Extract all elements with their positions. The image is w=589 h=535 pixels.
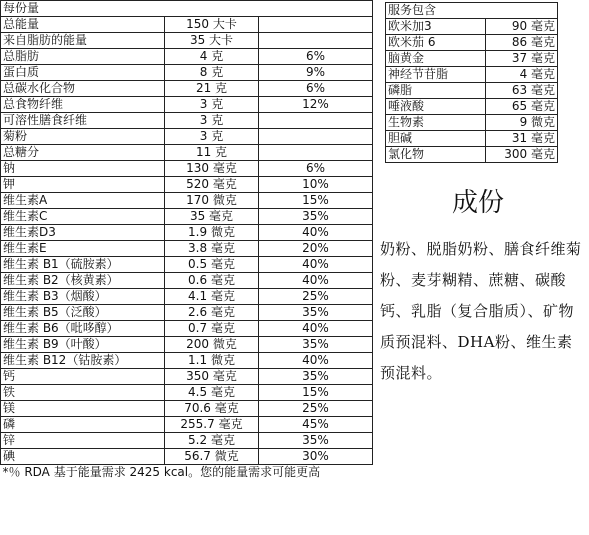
nutrient-daily-value: 9% [259, 65, 373, 81]
nutrient-name: 维生素C [1, 209, 165, 225]
nutrient-amount: 21 克 [165, 81, 259, 97]
nutrient-amount: 11 克 [165, 145, 259, 161]
nutrient-name: 维生素 B9（叶酸） [1, 337, 165, 353]
nutrient-daily-value: 35% [259, 337, 373, 353]
nutrition-row [1, 385, 373, 401]
nutrient-daily-value: 40% [259, 257, 373, 273]
nutrition-row [1, 417, 373, 433]
nutrient-name: 锌 [1, 433, 165, 449]
nutrition-row [1, 97, 373, 113]
nutrient-name: 菊粉 [1, 129, 165, 145]
nutrient-daily-value: 6% [259, 81, 373, 97]
service-item-name: 胆碱 [386, 131, 486, 147]
nutrient-name: 总碳水化合物 [1, 81, 165, 97]
nutrition-row [1, 241, 373, 257]
nutrition-row [1, 129, 373, 145]
nutrient-name: 蛋白质 [1, 65, 165, 81]
nutrient-amount: 130 毫克 [165, 161, 259, 177]
nutrition-row [1, 353, 373, 369]
service-item-amount: 86 毫克 [486, 35, 558, 51]
nutrient-daily-value: 30% [259, 449, 373, 465]
nutrition-row [1, 209, 373, 225]
nutrient-amount: 3 克 [165, 113, 259, 129]
nutrient-amount: 3 克 [165, 97, 259, 113]
nutrition-row [1, 449, 373, 465]
nutrient-daily-value: 12% [259, 97, 373, 113]
nutrient-name: 总能量 [1, 17, 165, 33]
service-item-amount: 63 毫克 [486, 83, 558, 99]
nutrient-name: 可溶性膳食纤维 [1, 113, 165, 129]
nutrient-amount: 150 大卡 [165, 17, 259, 33]
nutrition-row [1, 337, 373, 353]
service-item-name: 磷脂 [386, 83, 486, 99]
nutrient-amount: 4.1 毫克 [165, 289, 259, 305]
services-row [386, 99, 558, 115]
nutrient-amount: 4 克 [165, 49, 259, 65]
nutrient-daily-value: 6% [259, 161, 373, 177]
nutrient-amount: 35 大卡 [165, 33, 259, 49]
serving-size-header: 每份量 [1, 1, 373, 17]
nutrition-row [1, 321, 373, 337]
nutrient-amount: 0.7 毫克 [165, 321, 259, 337]
service-item-amount: 65 毫克 [486, 99, 558, 115]
nutrition-row [1, 193, 373, 209]
nutrient-amount: 8 克 [165, 65, 259, 81]
service-item-amount: 37 毫克 [486, 51, 558, 67]
nutrition-row [1, 257, 373, 273]
ingredients-title: 成份 [452, 188, 505, 218]
nutrient-daily-value [259, 113, 373, 129]
nutrient-daily-value: 35% [259, 433, 373, 449]
nutrient-daily-value: 35% [259, 369, 373, 385]
nutrient-name: 维生素 B3（烟酸） [1, 289, 165, 305]
nutrient-daily-value: 40% [259, 321, 373, 337]
services-row [386, 83, 558, 99]
nutrient-amount: 255.7 毫克 [165, 417, 259, 433]
services-row [386, 35, 558, 51]
nutrition-header-row [1, 1, 373, 17]
serving-contains-header: 服务包含 [386, 3, 558, 19]
nutrient-name: 碘 [1, 449, 165, 465]
nutrient-daily-value: 10% [259, 177, 373, 193]
nutrient-amount: 200 微克 [165, 337, 259, 353]
nutrient-daily-value: 15% [259, 193, 373, 209]
services-row [386, 115, 558, 131]
nutrition-row [1, 65, 373, 81]
service-item-name: 氯化物 [386, 147, 486, 163]
nutrient-amount: 5.2 毫克 [165, 433, 259, 449]
nutrition-row [1, 161, 373, 177]
nutrient-amount: 1.1 微克 [165, 353, 259, 369]
nutrition-row [1, 49, 373, 65]
nutrient-amount: 56.7 微克 [165, 449, 259, 465]
nutrient-name: 铁 [1, 385, 165, 401]
rda-footnote: *％ RDA 基于能量需求 2425 kcal。您的能量需求可能更高 [2, 465, 321, 479]
nutrient-name: 维生素E [1, 241, 165, 257]
nutrient-daily-value: 20% [259, 241, 373, 257]
nutrient-name: 钙 [1, 369, 165, 385]
nutrient-daily-value: 40% [259, 273, 373, 289]
nutrient-name: 维生素 B6（吡哆醇） [1, 321, 165, 337]
nutrient-daily-value [259, 33, 373, 49]
nutrient-amount: 520 毫克 [165, 177, 259, 193]
services-header-row [386, 3, 558, 19]
nutrient-name: 钠 [1, 161, 165, 177]
nutrient-name: 钾 [1, 177, 165, 193]
nutrient-amount: 1.9 微克 [165, 225, 259, 241]
nutrient-amount: 4.5 毫克 [165, 385, 259, 401]
nutrient-amount: 170 微克 [165, 193, 259, 209]
nutrient-amount: 0.6 毫克 [165, 273, 259, 289]
nutrient-daily-value [259, 145, 373, 161]
service-item-amount: 300 毫克 [486, 147, 558, 163]
service-item-name: 欧米加3 [386, 19, 486, 35]
nutrient-amount: 3.8 毫克 [165, 241, 259, 257]
service-item-name: 欧米茄 6 [386, 35, 486, 51]
service-item-name: 神经节苷脂 [386, 67, 486, 83]
services-row [386, 51, 558, 67]
nutrient-amount: 0.5 毫克 [165, 257, 259, 273]
nutrition-row [1, 305, 373, 321]
nutrient-name: 磷 [1, 417, 165, 433]
services-row [386, 67, 558, 83]
nutrient-name: 维生素D3 [1, 225, 165, 241]
nutrient-name: 总食物纤维 [1, 97, 165, 113]
service-item-amount: 9 微克 [486, 115, 558, 131]
nutrient-name: 维生素 B2（核黄素） [1, 273, 165, 289]
nutrient-amount: 70.6 毫克 [165, 401, 259, 417]
nutrient-daily-value: 45% [259, 417, 373, 433]
nutrient-name: 总糖分 [1, 145, 165, 161]
ingredients-text: 奶粉、脱脂奶粉、膳食纤维菊粉、麦芽糊精、蔗糖、碳酸钙、乳脂（复合脂质）、矿物质预混料、DHA粉、维生素预混料。 [380, 240, 582, 382]
nutrition-row [1, 81, 373, 97]
service-item-amount: 4 毫克 [486, 67, 558, 83]
nutrient-amount: 2.6 毫克 [165, 305, 259, 321]
nutrient-name: 维生素A [1, 193, 165, 209]
nutrition-row [1, 433, 373, 449]
nutrition-row [1, 177, 373, 193]
service-item-amount: 90 毫克 [486, 19, 558, 35]
nutrient-amount: 350 毫克 [165, 369, 259, 385]
footnote-row [1, 465, 373, 481]
nutrient-daily-value: 35% [259, 305, 373, 321]
nutrition-row [1, 273, 373, 289]
nutrient-daily-value: 35% [259, 209, 373, 225]
nutrition-row [1, 369, 373, 385]
nutrient-daily-value [259, 17, 373, 33]
nutrient-daily-value: 40% [259, 353, 373, 369]
nutrition-row [1, 33, 373, 49]
nutrient-name: 总脂肪 [1, 49, 165, 65]
nutrient-daily-value [259, 129, 373, 145]
nutrient-amount: 35 毫克 [165, 209, 259, 225]
nutrition-row [1, 225, 373, 241]
nutrient-name: 维生素 B5（泛酸） [1, 305, 165, 321]
nutrient-name: 镁 [1, 401, 165, 417]
nutrition-row [1, 289, 373, 305]
nutrient-daily-value: 6% [259, 49, 373, 65]
nutrition-row [1, 113, 373, 129]
nutrient-daily-value: 40% [259, 225, 373, 241]
nutrition-row [1, 145, 373, 161]
service-item-name: 唾液酸 [386, 99, 486, 115]
nutrient-daily-value: 15% [259, 385, 373, 401]
nutrition-row [1, 401, 373, 417]
serving-contains-table [385, 2, 558, 163]
services-row [386, 131, 558, 147]
nutrient-daily-value: 25% [259, 401, 373, 417]
nutrient-name: 维生素 B12（钴胺素） [1, 353, 165, 369]
nutrition-row [1, 17, 373, 33]
services-row [386, 147, 558, 163]
nutrient-name: 来自脂肪的能量 [1, 33, 165, 49]
service-item-name: 脑黄金 [386, 51, 486, 67]
service-item-amount: 31 毫克 [486, 131, 558, 147]
nutrient-amount: 3 克 [165, 129, 259, 145]
service-item-name: 生物素 [386, 115, 486, 131]
services-row [386, 19, 558, 35]
nutrient-name: 维生素 B1（硫胺素） [1, 257, 165, 273]
nutrient-daily-value: 25% [259, 289, 373, 305]
